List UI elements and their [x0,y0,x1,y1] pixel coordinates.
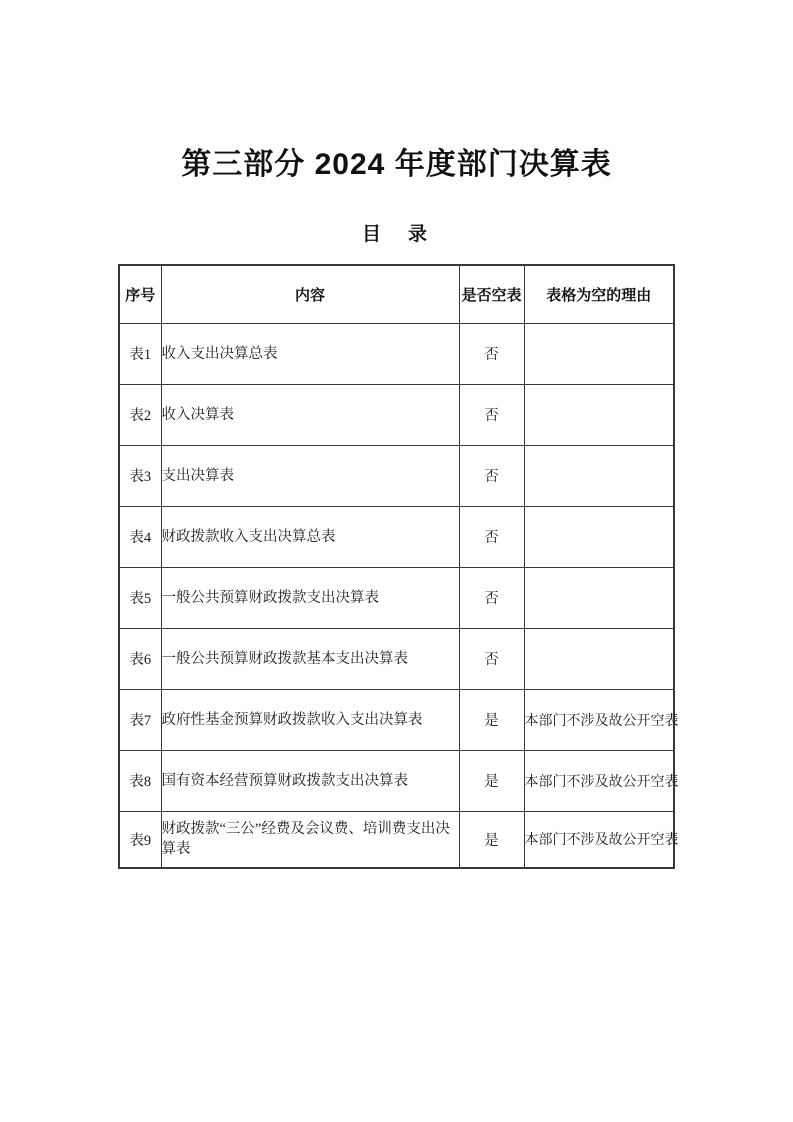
row-reason-cell [524,506,674,567]
row-content-cell: 收入支出决算总表 [161,323,459,384]
row-no-cell: 表8 [119,750,161,811]
table-row [119,567,674,628]
row-no-cell: 表4 [119,506,161,567]
table-row [119,384,674,445]
row-content-cell: 收入决算表 [161,384,459,445]
row-reason-cell: 本部门不涉及故公开空表 [524,689,674,750]
row-empty-flag-cell: 否 [459,445,524,506]
row-reason-cell [524,323,674,384]
row-reason-cell [524,445,674,506]
row-no-cell: 表5 [119,567,161,628]
row-content-cell: 财政拨款收入支出决算总表 [161,506,459,567]
table-row [119,323,674,384]
row-no-cell: 表1 [119,323,161,384]
toc-table [118,264,679,869]
row-no-cell: 表2 [119,384,161,445]
row-empty-flag-cell: 是 [459,689,524,750]
col-header-empty-flag: 是否空表 [459,265,524,323]
table-row [119,811,674,868]
col-header-reason: 表格为空的理由 [524,265,674,323]
toc-heading: 目 录 [361,224,431,245]
col-header-serial: 序号 [119,265,161,323]
row-empty-flag-cell: 否 [459,384,524,445]
row-no-cell: 表9 [119,811,161,868]
table-row [119,750,674,811]
row-reason-cell [524,628,674,689]
row-content-cell: 一般公共预算财政拨款基本支出决算表 [161,628,459,689]
row-reason-cell [524,567,674,628]
row-content-cell: 政府性基金预算财政拨款收入支出决算表 [161,689,459,750]
row-reason-cell [524,384,674,445]
row-content-cell: 支出决算表 [161,445,459,506]
row-reason-cell: 本部门不涉及故公开空表 [524,811,674,868]
table-row [119,506,674,567]
row-content-cell: 一般公共预算财政拨款支出决算表 [161,567,459,628]
header-row [119,265,674,323]
page-title: 第三部分 2024 年度部门决算表 [181,148,612,181]
table-row [119,445,674,506]
table-row [119,628,674,689]
row-content-cell: 财政拨款“三公”经费及会议费、培训费支出决算表 [161,811,459,868]
row-no-cell: 表6 [119,628,161,689]
row-empty-flag-cell: 否 [459,323,524,384]
row-no-cell: 表7 [119,689,161,750]
table-row [119,689,674,750]
row-empty-flag-cell: 否 [459,567,524,628]
row-empty-flag-cell: 是 [459,811,524,868]
row-no-cell: 表3 [119,445,161,506]
row-reason-cell: 本部门不涉及故公开空表 [524,750,674,811]
row-content-cell: 国有资本经营预算财政拨款支出决算表 [161,750,459,811]
col-header-content: 内容 [161,265,459,323]
row-empty-flag-cell: 否 [459,506,524,567]
row-empty-flag-cell: 是 [459,750,524,811]
row-empty-flag-cell: 否 [459,628,524,689]
